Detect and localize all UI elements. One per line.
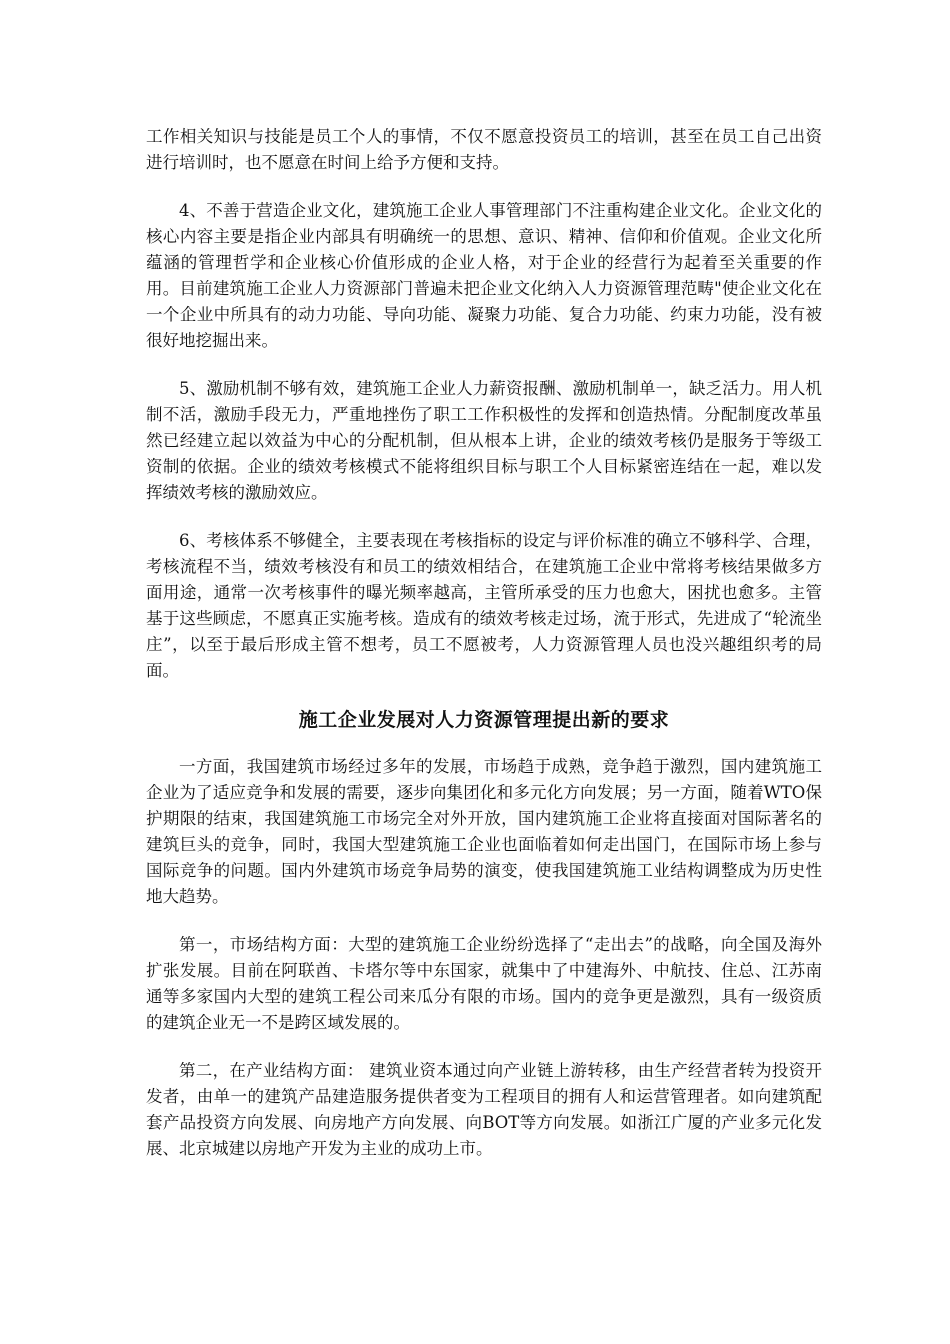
- paragraph-assessment-system: 6、考核体系不够健全，主要表现在考核指标的设定与评价标准的确立不够科学、合理，考核流程不当，绩效考核没有和员工的绩效相结合，在建筑施工企业中常将考核结果做多方面用途，通常一次考核事件的曝光频率越高，主管所承受的压力也愈大，困扰也愈多。主管基于这些顾虑，不愿真正实施考核。造成有的绩效考核走过场，流于形式，先进成了“轮流坐庄”，以至于最后形成主管不想考，员工不愿被考，人力资源管理人员也没兴趣组织考的局面。: [146, 531, 822, 680]
- section-heading: 施工企业发展对人力资源管理提出新的要求: [298, 709, 670, 731]
- paragraph-market-structure: 第一，市场结构方面：大型的建筑施工企业纷纷选择了“走出去”的战略，向全国及海外扩张发展。目前在阿联酋、卡塔尔等中东国家，就集中了中建海外、中航技、住总、江苏南通等多家国内大型的建筑工程公司来瓜分有限的市场。国内的竞争更是激烈，具有一级资质的建筑企业无一不是跨区域发展的。: [146, 935, 822, 1032]
- paragraph-incentive-mechanism: 5、激励机制不够有效，建筑施工企业人力薪资报酬、激励机制单一，缺乏活力。用人机制不活，激励手段无力，严重地挫伤了职工工作积极性的发挥和创造热情。分配制度改革虽然已经建立起以效益为中心的分配机制，但从根本上讲，企业的绩效考核仍是服务于等级工资制的依据。企业的绩效考核模式不能将组织目标与职工个人目标紧密连结在一起，难以发挥绩效考核的激励效应。: [146, 379, 822, 502]
- paragraph-corporate-culture: 4、不善于营造企业文化，建筑施工企业人事管理部门不注重构建企业文化。企业文化的核心内容主要是指企业内部具有明确统一的思想、意识、精神、信仰和价值观。企业文化所蕴涵的管理哲学和企业核心价值形成的企业人格，对于企业的经营行为起着至关重要的作用。目前建筑施工企业人力资源部门普遍未把企业文化纳入人力资源管理范畴"使企业文化在一个企业中所具有的动力功能、导向功能、凝聚力功能、复合力功能、约束力功能，没有被很好地挖掘出来。: [146, 201, 822, 350]
- paragraph-industry-structure: 第二，在产业结构方面： 建筑业资本通过向产业链上游转移，由生产经营者转为投资开发者，由单一的建筑产品建造服务提供者变为工程项目的拥有人和运营管理者。如向建筑配套产品投资方向发展、向房地产方向发展、向BOT等方向发展。如浙江广厦的产业多元化发展、北京城建以房地产开发为主业的成功上市。: [146, 1061, 822, 1158]
- paragraph-training-continued: 工作相关知识与技能是员工个人的事情，不仅不愿意投资员工的培训，甚至在员工自己出资进行培训时，也不愿意在时间上给予方便和支持。: [146, 127, 822, 172]
- document-body: [146, 124, 822, 1184]
- paragraph-market-overview: 一方面，我国建筑市场经过多年的发展，市场趋于成熟，竞争趋于激烈，国内建筑施工企业为了适应竞争和发展的需要，逐步向集团化和多元化方向发展；另一方面，随着WTO保护期限的结束，我国建筑施工市场完全对外开放，国内建筑施工企业将直接面对国际著名的建筑巨头的竞争，同时，我国大型建筑施工企业也面临着如何走出国门，在国际市场上参与国际竞争的问题。国内外建筑市场竞争局势的演变，使我国建筑施工业结构调整成为历史性地大趋势。: [146, 757, 822, 906]
